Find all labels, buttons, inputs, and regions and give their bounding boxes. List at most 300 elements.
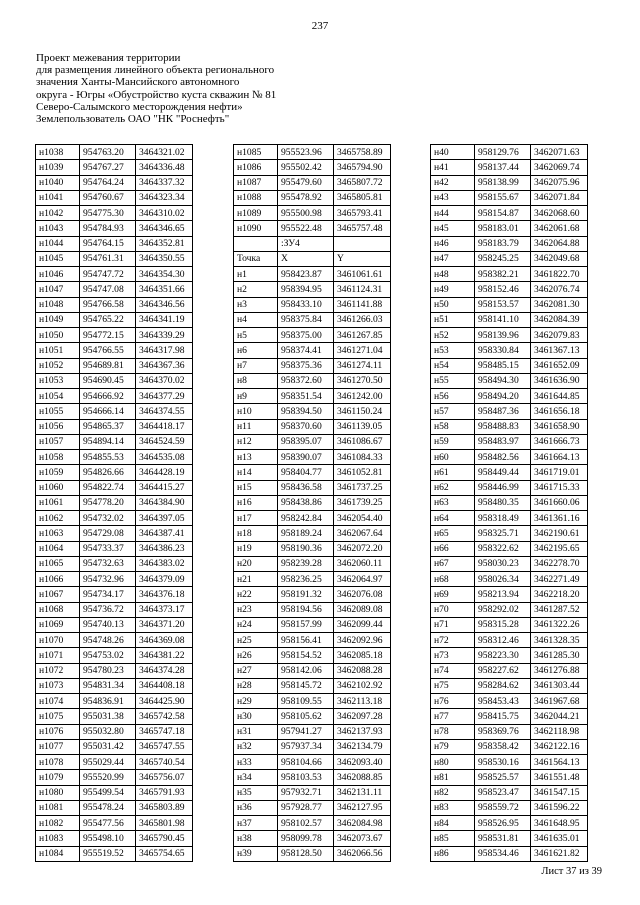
point-name-cell: н52: [431, 328, 475, 343]
point-name-cell: н1055: [36, 404, 80, 419]
table-row: [234, 709, 391, 724]
y-coordinate-cell: 3462060.11: [334, 556, 391, 571]
x-coordinate-cell: 954822.74: [80, 480, 136, 495]
table-row: [234, 617, 391, 632]
point-name-cell: н51: [431, 312, 475, 327]
point-name-cell: н70: [431, 602, 475, 617]
table-row: [36, 160, 193, 175]
point-name-cell: н45: [431, 221, 475, 236]
point-name-cell: н1075: [36, 709, 80, 724]
sheet-number: Лист 37 из 39: [541, 866, 602, 877]
y-coordinate-cell: 3464374.55: [136, 404, 193, 419]
x-coordinate-cell: 958390.07: [278, 450, 334, 465]
y-coordinate-cell: 3464524.59: [136, 434, 193, 449]
y-coordinate-cell: 3461084.33: [334, 450, 391, 465]
y-coordinate-cell: 3462088.85: [334, 770, 391, 785]
point-name-cell: н68: [431, 572, 475, 587]
point-name-cell: н1086: [234, 160, 278, 175]
point-name-cell: н75: [431, 678, 475, 693]
x-coordinate-cell: 958358.42: [475, 739, 531, 754]
point-name-cell: н60: [431, 450, 475, 465]
table-row: [234, 526, 391, 541]
header-line: Северо-Салымского месторождения нефти»: [36, 100, 243, 113]
point-name-cell: н1070: [36, 633, 80, 648]
y-coordinate-cell: 3462271.49: [531, 572, 588, 587]
y-coordinate-cell: Y: [334, 251, 391, 266]
point-name-cell: н1045: [36, 251, 80, 266]
y-coordinate-cell: 3461270.50: [334, 373, 391, 388]
point-name-cell: н1083: [36, 831, 80, 846]
x-coordinate-cell: 955519.52: [80, 846, 136, 861]
y-coordinate-cell: 3461664.13: [531, 450, 588, 465]
table-row: [36, 617, 193, 632]
x-coordinate-cell: 958284.62: [475, 678, 531, 693]
x-coordinate-cell: 958322.62: [475, 541, 531, 556]
table-row: [431, 831, 588, 846]
y-coordinate-cell: 3465801.98: [136, 816, 193, 831]
point-name-cell: н84: [431, 816, 475, 831]
point-name-cell: н9: [234, 389, 278, 404]
x-coordinate-cell: 958559.72: [475, 800, 531, 815]
table-row: [234, 846, 391, 861]
point-name-cell: н32: [234, 739, 278, 754]
point-name-cell: н1: [234, 267, 278, 282]
x-coordinate-cell: 958099.78: [278, 831, 334, 846]
table-row: [431, 755, 588, 770]
table-row: [36, 419, 193, 434]
y-coordinate-cell: 3462071.84: [531, 190, 588, 205]
table-row: [36, 526, 193, 541]
point-name-cell: н22: [234, 587, 278, 602]
y-coordinate-cell: 3464418.17: [136, 419, 193, 434]
table-row: [431, 663, 588, 678]
y-coordinate-cell: 3462044.21: [531, 709, 588, 724]
y-coordinate-cell: 3464370.02: [136, 373, 193, 388]
table-row: [431, 282, 588, 297]
table-row: [234, 419, 391, 434]
point-name-cell: н37: [234, 816, 278, 831]
x-coordinate-cell: 954760.67: [80, 190, 136, 205]
x-coordinate-cell: 958372.60: [278, 373, 334, 388]
x-coordinate-cell: 954766.55: [80, 343, 136, 358]
x-coordinate-cell: 958525.57: [475, 770, 531, 785]
point-name-cell: н67: [431, 556, 475, 571]
table-row: [431, 312, 588, 327]
table-row: [431, 251, 588, 266]
x-coordinate-cell: 955478.24: [80, 800, 136, 815]
y-coordinate-cell: 3461644.85: [531, 389, 588, 404]
header-line: округа - Югры «Обустройство куста скважин № 81: [36, 88, 277, 101]
x-coordinate-cell: 954764.24: [80, 175, 136, 190]
point-name-cell: н1042: [36, 206, 80, 221]
x-coordinate-cell: 954780.23: [80, 663, 136, 678]
y-coordinate-cell: 3464374.28: [136, 663, 193, 678]
table-row: [431, 816, 588, 831]
table-row: [36, 373, 193, 388]
table-row: [431, 678, 588, 693]
point-name-cell: н36: [234, 800, 278, 815]
point-name-cell: н78: [431, 724, 475, 739]
point-name-cell: н83: [431, 800, 475, 815]
y-coordinate-cell: 3464381.22: [136, 648, 193, 663]
point-name-cell: н7: [234, 358, 278, 373]
y-coordinate-cell: 3464339.29: [136, 328, 193, 343]
table-row: [234, 175, 391, 190]
point-name-cell: н1040: [36, 175, 80, 190]
x-coordinate-cell: 958330.84: [475, 343, 531, 358]
point-name-cell: н25: [234, 633, 278, 648]
y-coordinate-cell: 3465793.41: [334, 206, 391, 221]
x-coordinate-cell: 954855.53: [80, 450, 136, 465]
x-coordinate-cell: 954826.66: [80, 465, 136, 480]
y-coordinate-cell: 3464535.08: [136, 450, 193, 465]
x-coordinate-cell: 958485.15: [475, 358, 531, 373]
table-row: [431, 617, 588, 632]
table-row: [36, 282, 193, 297]
x-coordinate-cell: 955500.98: [278, 206, 334, 221]
point-name-cell: н1087: [234, 175, 278, 190]
y-coordinate-cell: 3464321.02: [136, 145, 193, 160]
y-coordinate-cell: 3461715.33: [531, 480, 588, 495]
x-coordinate-cell: 954753.02: [80, 648, 136, 663]
y-coordinate-cell: 3464386.23: [136, 541, 193, 556]
y-coordinate-cell: 3462118.98: [531, 724, 588, 739]
x-coordinate-cell: 955477.56: [80, 816, 136, 831]
table-row: [36, 602, 193, 617]
y-coordinate-cell: [334, 236, 391, 251]
y-coordinate-cell: 3461303.44: [531, 678, 588, 693]
y-coordinate-cell: 3462131.11: [334, 785, 391, 800]
point-name-cell: н1063: [36, 526, 80, 541]
x-coordinate-cell: 954666.92: [80, 389, 136, 404]
x-coordinate-cell: 958030.23: [475, 556, 531, 571]
table-row: [36, 221, 193, 236]
y-coordinate-cell: 3461658.90: [531, 419, 588, 434]
x-coordinate-cell: 958157.99: [278, 617, 334, 632]
coordinates-table-3: [430, 144, 588, 862]
coordinates-table-2: [233, 144, 391, 862]
point-name-cell: н10: [234, 404, 278, 419]
point-name-cell: н86: [431, 846, 475, 861]
table-row: [431, 190, 588, 205]
table-row: [36, 404, 193, 419]
x-coordinate-cell: 958152.46: [475, 282, 531, 297]
y-coordinate-cell: 3462099.44: [334, 617, 391, 632]
table-row: [431, 556, 588, 571]
table-row: [234, 145, 391, 160]
y-coordinate-cell: 3462084.39: [531, 312, 588, 327]
table-row: [431, 694, 588, 709]
point-name-cell: н1056: [36, 419, 80, 434]
table-row: [431, 358, 588, 373]
table-row: [36, 770, 193, 785]
y-coordinate-cell: 3462066.56: [334, 846, 391, 861]
x-coordinate-cell: 958239.28: [278, 556, 334, 571]
table-row: [431, 511, 588, 526]
point-name-cell: н54: [431, 358, 475, 373]
y-coordinate-cell: 3461596.22: [531, 800, 588, 815]
y-coordinate-cell: 3465757.48: [334, 221, 391, 236]
x-coordinate-cell: 958531.81: [475, 831, 531, 846]
point-name-cell: н17: [234, 511, 278, 526]
x-coordinate-cell: 958292.02: [475, 602, 531, 617]
x-coordinate-cell: 954767.27: [80, 160, 136, 175]
table-row: [36, 480, 193, 495]
x-coordinate-cell: 958351.54: [278, 389, 334, 404]
table-row: [36, 587, 193, 602]
point-name-cell: н40: [431, 145, 475, 160]
y-coordinate-cell: 3464367.36: [136, 358, 193, 373]
y-coordinate-cell: 3464310.02: [136, 206, 193, 221]
y-coordinate-cell: 3461739.25: [334, 495, 391, 510]
y-coordinate-cell: 3461141.88: [334, 297, 391, 312]
x-coordinate-cell: 958415.75: [475, 709, 531, 724]
point-name-cell: н26: [234, 648, 278, 663]
y-coordinate-cell: 3461822.70: [531, 267, 588, 282]
y-coordinate-cell: 3464352.81: [136, 236, 193, 251]
table-row: [234, 267, 391, 282]
x-coordinate-cell: 958375.00: [278, 328, 334, 343]
table-row: [36, 312, 193, 327]
point-name-cell: н30: [234, 709, 278, 724]
table-row: [36, 694, 193, 709]
y-coordinate-cell: 3461328.35: [531, 633, 588, 648]
point-name-cell: н72: [431, 633, 475, 648]
table-row: [36, 800, 193, 815]
y-coordinate-cell: 3461276.88: [531, 663, 588, 678]
table-row: [36, 556, 193, 571]
y-coordinate-cell: 3464383.02: [136, 556, 193, 571]
point-name-cell: н85: [431, 831, 475, 846]
table-row: [234, 800, 391, 815]
point-name-cell: н1051: [36, 343, 80, 358]
table-row: [431, 587, 588, 602]
y-coordinate-cell: 3461551.48: [531, 770, 588, 785]
table-row: [431, 373, 588, 388]
table-row: [36, 816, 193, 831]
y-coordinate-cell: 3462195.65: [531, 541, 588, 556]
y-coordinate-cell: 3461150.24: [334, 404, 391, 419]
x-coordinate-cell: 958375.84: [278, 312, 334, 327]
point-name-cell: н47: [431, 251, 475, 266]
point-name-cell: н74: [431, 663, 475, 678]
point-name-cell: н18: [234, 526, 278, 541]
y-coordinate-cell: 3464379.09: [136, 572, 193, 587]
y-coordinate-cell: 3461656.18: [531, 404, 588, 419]
x-coordinate-cell: 958526.95: [475, 816, 531, 831]
y-coordinate-cell: 3462061.68: [531, 221, 588, 236]
point-name-cell: н1065: [36, 556, 80, 571]
point-name-cell: н1059: [36, 465, 80, 480]
point-name-cell: н1044: [36, 236, 80, 251]
point-name-cell: н19: [234, 541, 278, 556]
table-row: [431, 724, 588, 739]
table-row: [234, 770, 391, 785]
point-name-cell: н42: [431, 175, 475, 190]
x-coordinate-cell: 958315.28: [475, 617, 531, 632]
table-row: [36, 297, 193, 312]
x-coordinate-cell: 954732.02: [80, 511, 136, 526]
table-row: [234, 739, 391, 754]
point-name-cell: н57: [431, 404, 475, 419]
x-coordinate-cell: 958190.36: [278, 541, 334, 556]
point-name-cell: н5: [234, 328, 278, 343]
y-coordinate-cell: 3464384.90: [136, 495, 193, 510]
x-coordinate-cell: 958487.36: [475, 404, 531, 419]
x-coordinate-cell: 958103.53: [278, 770, 334, 785]
point-name-cell: н48: [431, 267, 475, 282]
point-name-cell: н1041: [36, 190, 80, 205]
table-row: [234, 755, 391, 770]
x-coordinate-cell: 958436.58: [278, 480, 334, 495]
x-coordinate-cell: 954729.08: [80, 526, 136, 541]
point-name-cell: н80: [431, 755, 475, 770]
point-name-cell: н1053: [36, 373, 80, 388]
point-name-cell: н35: [234, 785, 278, 800]
x-coordinate-cell: 954894.14: [80, 434, 136, 449]
x-coordinate-cell: 958446.99: [475, 480, 531, 495]
x-coordinate-cell: 955523.96: [278, 145, 334, 160]
x-coordinate-cell: 958482.56: [475, 450, 531, 465]
x-coordinate-cell: 955479.60: [278, 175, 334, 190]
y-coordinate-cell: 3464425.90: [136, 694, 193, 709]
table-row: [36, 633, 193, 648]
point-name-cell: н1074: [36, 694, 80, 709]
y-coordinate-cell: 3461139.05: [334, 419, 391, 434]
y-coordinate-cell: 3464336.48: [136, 160, 193, 175]
y-coordinate-cell: 3464369.08: [136, 633, 193, 648]
table-row: [36, 495, 193, 510]
y-coordinate-cell: 3464397.05: [136, 511, 193, 526]
y-coordinate-cell: 3462064.97: [334, 572, 391, 587]
x-coordinate-cell: 955032.80: [80, 724, 136, 739]
y-coordinate-cell: 3461266.03: [334, 312, 391, 327]
y-coordinate-cell: 3462073.67: [334, 831, 391, 846]
point-name-cell: н33: [234, 755, 278, 770]
point-name-cell: н1073: [36, 678, 80, 693]
y-coordinate-cell: 3462097.28: [334, 709, 391, 724]
table-row: [431, 450, 588, 465]
x-coordinate-cell: 955031.42: [80, 739, 136, 754]
y-coordinate-cell: 3461271.04: [334, 343, 391, 358]
table-row: [36, 145, 193, 160]
x-coordinate-cell: 958153.57: [475, 297, 531, 312]
x-coordinate-cell: 958139.96: [475, 328, 531, 343]
y-coordinate-cell: 3462081.30: [531, 297, 588, 312]
x-coordinate-cell: 957932.71: [278, 785, 334, 800]
x-coordinate-cell: 957937.34: [278, 739, 334, 754]
y-coordinate-cell: 3464371.20: [136, 617, 193, 632]
y-coordinate-cell: 3461666.73: [531, 434, 588, 449]
y-coordinate-cell: 3461621.82: [531, 846, 588, 861]
table-row: [36, 663, 193, 678]
table-row: [234, 541, 391, 556]
table-row: [36, 358, 193, 373]
table-row: [234, 434, 391, 449]
y-coordinate-cell: 3464346.56: [136, 297, 193, 312]
point-name-cell: н24: [234, 617, 278, 632]
table-row: [431, 495, 588, 510]
y-coordinate-cell: 3462085.18: [334, 648, 391, 663]
table-row: [234, 251, 391, 266]
table-row: [234, 358, 391, 373]
point-name-cell: н12: [234, 434, 278, 449]
y-coordinate-cell: 3461285.30: [531, 648, 588, 663]
x-coordinate-cell: 958534.46: [475, 846, 531, 861]
y-coordinate-cell: 3462218.20: [531, 587, 588, 602]
table-row: [431, 221, 588, 236]
x-coordinate-cell: 958189.24: [278, 526, 334, 541]
point-name-cell: н1062: [36, 511, 80, 526]
point-name-cell: н1049: [36, 312, 80, 327]
point-name-cell: н58: [431, 419, 475, 434]
point-name-cell: н82: [431, 785, 475, 800]
x-coordinate-cell: 958191.32: [278, 587, 334, 602]
x-coordinate-cell: 954666.14: [80, 404, 136, 419]
header-line: Землепользователь ОАО "НК "Роснефть": [36, 113, 230, 126]
point-name-cell: н1084: [36, 846, 80, 861]
table-row: [234, 297, 391, 312]
y-coordinate-cell: 3461274.11: [334, 358, 391, 373]
x-coordinate-cell: 958488.83: [475, 419, 531, 434]
y-coordinate-cell: 3462127.95: [334, 800, 391, 815]
table-row: [234, 495, 391, 510]
table-row: [234, 572, 391, 587]
point-name-cell: н71: [431, 617, 475, 632]
point-name-cell: н69: [431, 587, 475, 602]
point-name-cell: н43: [431, 190, 475, 205]
table-row: [36, 678, 193, 693]
point-name-cell: н1081: [36, 800, 80, 815]
point-name-cell: н27: [234, 663, 278, 678]
point-name-cell: н16: [234, 495, 278, 510]
x-coordinate-cell: 958369.76: [475, 724, 531, 739]
y-coordinate-cell: 3461322.26: [531, 617, 588, 632]
table-row: [36, 251, 193, 266]
table-row: [431, 602, 588, 617]
table-row: [234, 343, 391, 358]
table-row: [431, 800, 588, 815]
y-coordinate-cell: 3464415.27: [136, 480, 193, 495]
table-row: [431, 236, 588, 251]
y-coordinate-cell: 3461648.95: [531, 816, 588, 831]
point-name-cell: н1064: [36, 541, 80, 556]
y-coordinate-cell: 3462092.96: [334, 633, 391, 648]
y-coordinate-cell: 3461635.01: [531, 831, 588, 846]
x-coordinate-cell: 954831.34: [80, 678, 136, 693]
table-row: [234, 724, 391, 739]
x-coordinate-cell: 954772.15: [80, 328, 136, 343]
x-coordinate-cell: 958183.01: [475, 221, 531, 236]
table-row: [234, 328, 391, 343]
x-coordinate-cell: 958213.94: [475, 587, 531, 602]
y-coordinate-cell: 3462088.28: [334, 663, 391, 678]
y-coordinate-cell: 3462072.20: [334, 541, 391, 556]
x-coordinate-cell: 958325.71: [475, 526, 531, 541]
point-name-cell: н1071: [36, 648, 80, 663]
table-row: [36, 846, 193, 861]
table-row: [234, 373, 391, 388]
y-coordinate-cell: 3462064.88: [531, 236, 588, 251]
point-name-cell: н66: [431, 541, 475, 556]
table-row: [36, 541, 193, 556]
point-name-cell: н13: [234, 450, 278, 465]
table-row: [36, 572, 193, 587]
y-coordinate-cell: 3464323.34: [136, 190, 193, 205]
x-coordinate-cell: 958394.95: [278, 282, 334, 297]
table-row: [234, 312, 391, 327]
x-coordinate-cell: 958245.25: [475, 251, 531, 266]
